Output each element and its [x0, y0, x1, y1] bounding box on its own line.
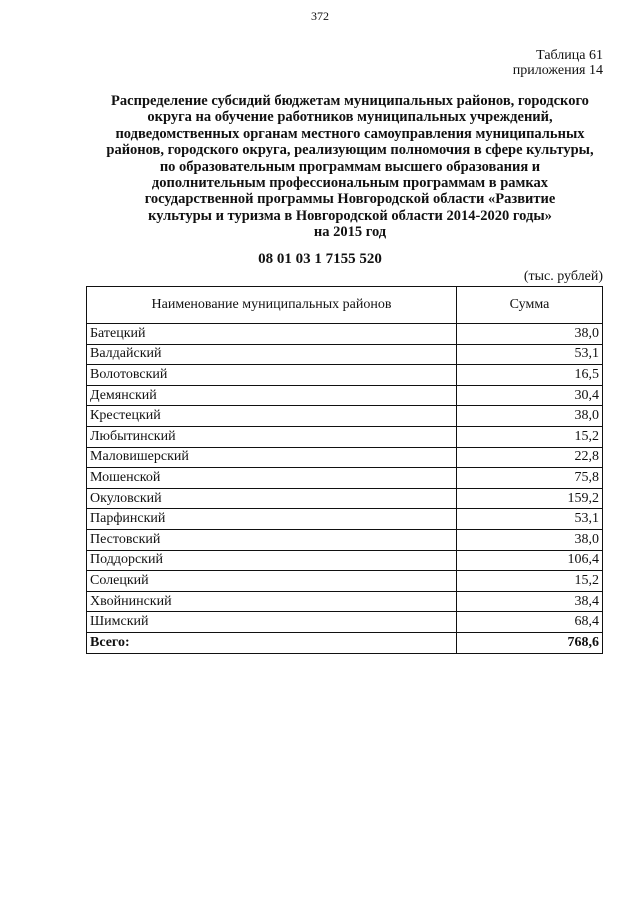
- table-row: [87, 571, 603, 592]
- table-row: [87, 365, 603, 386]
- title-line: дополнительным профессиональным программам в рамках: [151, 175, 549, 192]
- total-label: Всего:: [87, 632, 457, 653]
- district-sum: 38,0: [457, 406, 603, 427]
- table-reference: [513, 48, 603, 78]
- title-line: культуры и туризма в Новгородской области 2014-2020 годы»: [148, 207, 552, 224]
- district-sum: 38,4: [457, 591, 603, 612]
- table-row: [87, 324, 603, 345]
- page-number: 372: [311, 9, 329, 23]
- district-sum: 53,1: [457, 509, 603, 530]
- district-name: Любытинский: [87, 426, 457, 447]
- table-row: [87, 426, 603, 447]
- district-name: Окуловский: [87, 488, 457, 509]
- district-sum: 159,2: [457, 488, 603, 509]
- table-row: [87, 612, 603, 633]
- table-header-row: [87, 287, 603, 324]
- table-row: [87, 406, 603, 427]
- district-name: Демянский: [87, 385, 457, 406]
- title-line: на 2015 год: [313, 224, 387, 241]
- district-sum: 75,8: [457, 468, 603, 489]
- district-sum: 16,5: [457, 365, 603, 386]
- appendix-number: приложения 14: [512, 63, 603, 78]
- district-name: Поддорский: [87, 550, 457, 571]
- district-sum: 68,4: [457, 612, 603, 633]
- district-sum: 22,8: [457, 447, 603, 468]
- district-sum: 15,2: [457, 426, 603, 447]
- total-row: [87, 632, 603, 653]
- district-name: Пестовский: [87, 529, 457, 550]
- district-sum: 30,4: [457, 385, 603, 406]
- title-line: округа на обучение работников муниципальных учреждений,: [147, 109, 553, 126]
- district-sum: 106,4: [457, 550, 603, 571]
- total-sum: 768,6: [457, 632, 603, 653]
- district-name: Батецкий: [87, 324, 457, 345]
- title-line: по образовательным программам высшего образования и: [159, 158, 541, 175]
- table-row: [87, 509, 603, 530]
- table-number: Таблица 61: [536, 48, 603, 63]
- title-line: районов, городского округа, реализующим полномочия в сфере культуры,: [106, 142, 594, 159]
- title-line: государственной программы Новгородской области «Развитие: [144, 191, 556, 208]
- table-row: [87, 447, 603, 468]
- table-row: [87, 591, 603, 612]
- title-line: подведомственных органам местного самоуправления муниципальных: [115, 125, 585, 142]
- district-name: Маловишерский: [87, 447, 457, 468]
- district-name: Крестецкий: [87, 406, 457, 427]
- district-sum: 53,1: [457, 344, 603, 365]
- district-sum: 15,2: [457, 571, 603, 592]
- district-name: Валдайский: [87, 344, 457, 365]
- table-row: [87, 550, 603, 571]
- units-label: (тыс. рублей): [523, 269, 603, 284]
- document-title: [60, 93, 640, 241]
- budget-classification-code: 08 01 03 1 7155 520: [258, 251, 382, 267]
- table-row: [87, 468, 603, 489]
- title-line: Распределение субсидий бюджетам муниципальных районов, городского: [111, 93, 589, 109]
- table-row: [87, 488, 603, 509]
- table-row: [87, 529, 603, 550]
- district-sum: 38,0: [457, 324, 603, 345]
- table-row: [87, 344, 603, 365]
- district-name: Хвойнинский: [87, 591, 457, 612]
- district-name: Шимский: [87, 612, 457, 633]
- table-row: [87, 385, 603, 406]
- district-name: Солецкий: [87, 571, 457, 592]
- district-name: Мошенской: [87, 468, 457, 489]
- column-header-sum: Сумма: [457, 287, 603, 324]
- district-name: Волотовский: [87, 365, 457, 386]
- district-name: Парфинский: [87, 509, 457, 530]
- district-sum: 38,0: [457, 529, 603, 550]
- column-header-district: Наименование муниципальных районов: [87, 287, 457, 324]
- subsidy-table: [86, 286, 603, 654]
